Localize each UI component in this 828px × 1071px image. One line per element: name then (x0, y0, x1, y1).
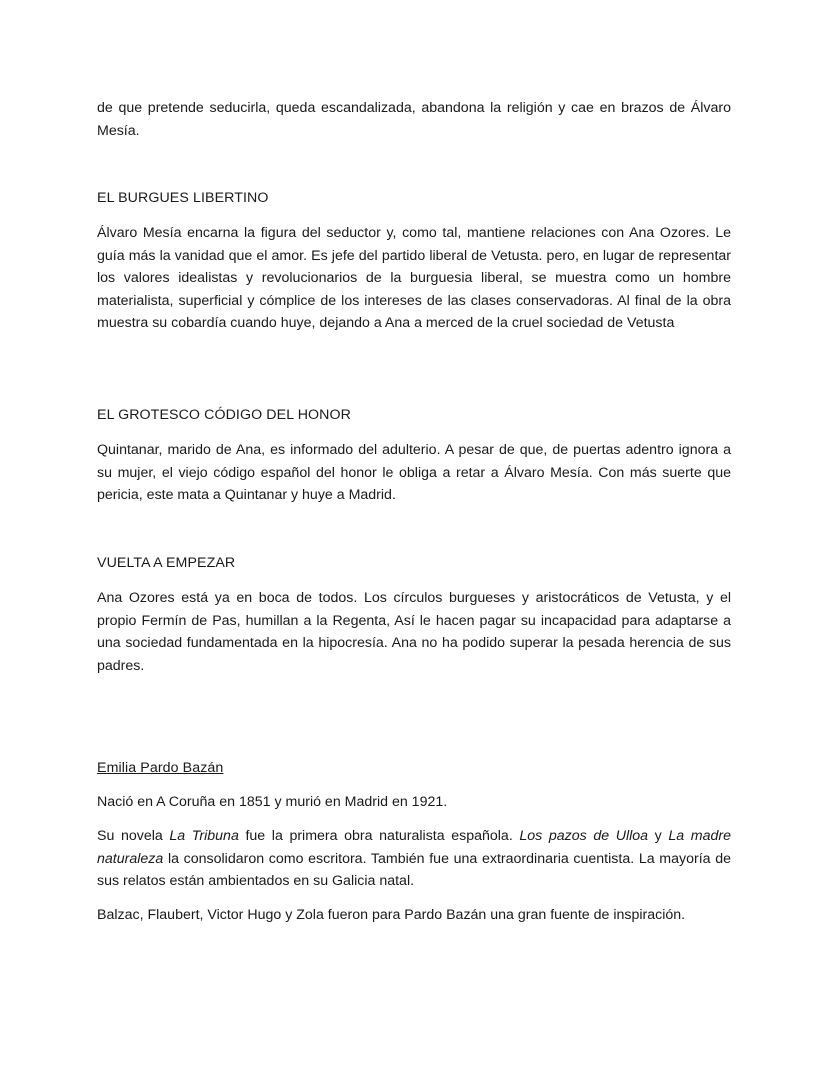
section-paragraph-honor: Quintanar, marido de Ana, es informado del adulterio. A pesar de que, de puertas adentro ignora a su mujer, el viejo código español del honor le obliga a retar a Álvaro Mesía. Con más suerte que pericia, este mata a Quintanar y huye a Madrid. (97, 442, 731, 503)
section-paragraph-vuelta: Ana Ozores está ya en boca de todos. Los círculos burgueses y aristocráticos de Vetusta, y el propio Fermín de Pas, humillan a la Regenta, Así le hacen pagar su incapacidad para adaptarse a una sociedad fundamentada en la hipocresía. Ana no ha podido superar la pesada herencia de sus padres. (97, 590, 731, 674)
novels-text-2: fue la primera obra naturalista española. (238, 828, 520, 844)
section-paragraph-burgues: Álvaro Mesía encarna la figura del seductor y, como tal, mantiene relaciones con Ana Ozores. Le guía más la vanidad que el amor. Es jefe del partido liberal de Vetusta. pero, en lugar de representar los valores idealistas y revolucionarios de la burguesia liberal, se muestra como un hombre materialista, superficial y cómplice de los intereses de las clases conservadoras. Al final de la obra muestra su cobardía cuando huye, dejando a Ana a merced de la cruel sociedad de Vetusta (97, 225, 731, 331)
novels-text-1: Su novela (97, 828, 170, 844)
intro-paragraph: de que pretende seducirla, queda escandalizada, abandona la religión y cae en brazos de Álvaro Mesía. (97, 100, 731, 139)
author-novels-paragraph (97, 825, 731, 893)
author-birth-paragraph: Nació en A Coruña en 1851 y murió en Madrid en 1921. (97, 794, 448, 810)
novels-text-4: la consolidaron como escritora. También fue una extraordinaria cuentista. La mayoría de sus relatos están ambientados en su Galicia natal. (97, 850, 731, 889)
section-heading-vuelta: VUELTA A EMPEZAR (97, 555, 236, 571)
section-heading-burgues: EL BURGUES LIBERTINO (97, 190, 269, 206)
novel-title-la-tribuna: La Tribuna (169, 828, 239, 844)
novel-title-la-madre: La madre naturaleza (97, 828, 731, 867)
section-heading-honor: EL GROTESCO CÓDIGO DEL HONOR (97, 407, 352, 423)
author-name-heading: Emilia Pardo Bazán (97, 760, 224, 776)
novels-text-3: y (648, 828, 669, 844)
novel-title-los-pazos: Los pazos de Ulloa (519, 828, 649, 844)
author-influences-paragraph: Balzac, Flaubert, Victor Hugo y Zola fueron para Pardo Bazán una gran fuente de inspiración. (97, 907, 686, 923)
